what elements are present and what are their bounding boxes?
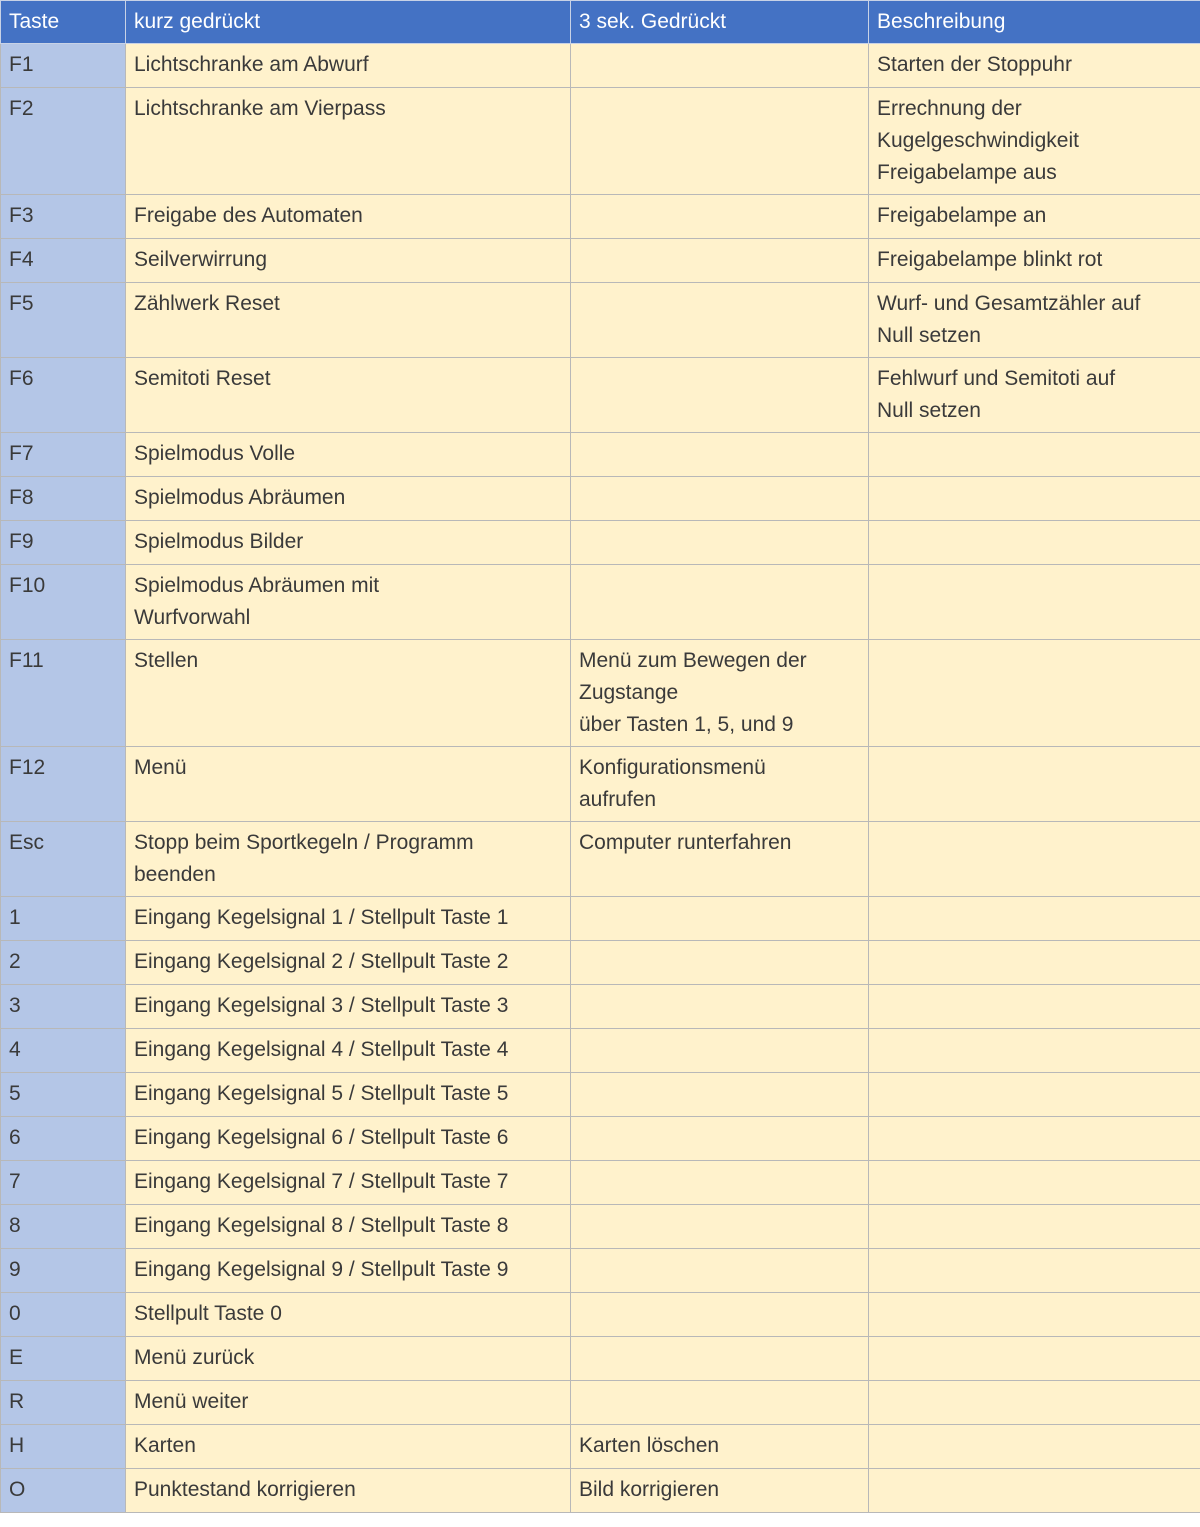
short-press-cell: Spielmodus Volle <box>126 433 571 477</box>
header-key: Taste <box>1 1 126 44</box>
table-row <box>1 985 1200 1029</box>
description-cell: Freigabelampe an <box>869 195 1200 239</box>
key-cell: F5 <box>1 283 126 358</box>
description-cell <box>869 1469 1200 1513</box>
short-press-cell: Spielmodus Abräumen mit Wurfvorwahl <box>126 565 571 640</box>
table-row <box>1 1205 1200 1249</box>
short-press-cell: Stellpult Taste 0 <box>126 1293 571 1337</box>
table-row <box>1 477 1200 521</box>
table-row <box>1 1161 1200 1205</box>
short-press-cell: Eingang Kegelsignal 1 / Stellpult Taste 1 <box>126 897 571 941</box>
long-press-cell <box>571 985 869 1029</box>
short-press-cell: Menü zurück <box>126 1337 571 1381</box>
table-row <box>1 565 1200 640</box>
description-cell <box>869 640 1200 747</box>
short-press-cell: Eingang Kegelsignal 2 / Stellpult Taste 2 <box>126 941 571 985</box>
table-row <box>1 941 1200 985</box>
long-press-cell <box>571 283 869 358</box>
key-cell: 0 <box>1 1293 126 1337</box>
short-press-cell: Lichtschranke am Vierpass <box>126 88 571 195</box>
table-body <box>1 44 1200 1513</box>
table-row <box>1 1249 1200 1293</box>
long-press-cell <box>571 1337 869 1381</box>
table-row <box>1 640 1200 747</box>
description-cell <box>869 477 1200 521</box>
table-row <box>1 358 1200 433</box>
short-press-cell: Eingang Kegelsignal 9 / Stellpult Taste 9 <box>126 1249 571 1293</box>
long-press-cell <box>571 1117 869 1161</box>
description-cell <box>869 985 1200 1029</box>
table-row <box>1 239 1200 283</box>
description-cell <box>869 1425 1200 1469</box>
description-cell <box>869 747 1200 822</box>
table-row <box>1 521 1200 565</box>
key-cell: 3 <box>1 985 126 1029</box>
description-cell <box>869 941 1200 985</box>
long-press-cell: Menü zum Bewegen der Zugstange über Tasten 1, 5, und 9 <box>571 640 869 747</box>
table-row <box>1 747 1200 822</box>
key-cell: F3 <box>1 195 126 239</box>
key-cell: F10 <box>1 565 126 640</box>
table-row <box>1 1293 1200 1337</box>
description-cell: Errechnung der Kugelgeschwindigkeit Freigabelampe aus <box>869 88 1200 195</box>
short-press-cell: Punktestand korrigieren <box>126 1469 571 1513</box>
long-press-cell <box>571 195 869 239</box>
long-press-cell: Karten löschen <box>571 1425 869 1469</box>
long-press-cell <box>571 941 869 985</box>
table-row <box>1 897 1200 941</box>
key-cell: F12 <box>1 747 126 822</box>
key-cell: H <box>1 1425 126 1469</box>
description-cell <box>869 897 1200 941</box>
description-cell: Fehlwurf und Semitoti auf Null setzen <box>869 358 1200 433</box>
table-row <box>1 283 1200 358</box>
long-press-cell <box>571 1205 869 1249</box>
long-press-cell <box>571 88 869 195</box>
table-row <box>1 1469 1200 1513</box>
table-row <box>1 1337 1200 1381</box>
description-cell: Wurf- und Gesamtzähler auf Null setzen <box>869 283 1200 358</box>
long-press-cell <box>571 1073 869 1117</box>
description-cell: Freigabelampe blinkt rot <box>869 239 1200 283</box>
short-press-cell: Lichtschranke am Abwurf <box>126 44 571 88</box>
key-cell: 4 <box>1 1029 126 1073</box>
table-row <box>1 44 1200 88</box>
header-long-press: 3 sek. Gedrückt <box>571 1 869 44</box>
long-press-cell <box>571 1381 869 1425</box>
table-row <box>1 433 1200 477</box>
long-press-cell <box>571 1161 869 1205</box>
short-press-cell: Eingang Kegelsignal 5 / Stellpult Taste 5 <box>126 1073 571 1117</box>
key-cell: 1 <box>1 897 126 941</box>
short-press-cell: Eingang Kegelsignal 7 / Stellpult Taste 7 <box>126 1161 571 1205</box>
description-cell <box>869 521 1200 565</box>
table-row <box>1 195 1200 239</box>
table-header <box>1 1 1200 44</box>
long-press-cell: Konfigurationsmenü aufrufen <box>571 747 869 822</box>
short-press-cell: Eingang Kegelsignal 3 / Stellpult Taste 3 <box>126 985 571 1029</box>
description-cell <box>869 1249 1200 1293</box>
header-short-press: kurz gedrückt <box>126 1 571 44</box>
key-cell: R <box>1 1381 126 1425</box>
long-press-cell <box>571 477 869 521</box>
short-press-cell: Seilverwirrung <box>126 239 571 283</box>
short-press-cell: Semitoti Reset <box>126 358 571 433</box>
key-cell: 5 <box>1 1073 126 1117</box>
description-cell <box>869 1293 1200 1337</box>
short-press-cell: Freigabe des Automaten <box>126 195 571 239</box>
long-press-cell <box>571 897 869 941</box>
long-press-cell: Bild korrigieren <box>571 1469 869 1513</box>
key-cell: Esc <box>1 822 126 897</box>
short-press-cell: Stellen <box>126 640 571 747</box>
short-press-cell: Karten <box>126 1425 571 1469</box>
long-press-cell: Computer runterfahren <box>571 822 869 897</box>
description-cell <box>869 1205 1200 1249</box>
short-press-cell: Stopp beim Sportkegeln / Programm beenden <box>126 822 571 897</box>
key-cell: 7 <box>1 1161 126 1205</box>
description-cell: Starten der Stoppuhr <box>869 44 1200 88</box>
key-cell: 2 <box>1 941 126 985</box>
key-cell: F8 <box>1 477 126 521</box>
long-press-cell <box>571 1293 869 1337</box>
key-cell: F2 <box>1 88 126 195</box>
header-description: Beschreibung <box>869 1 1200 44</box>
short-press-cell: Menü weiter <box>126 1381 571 1425</box>
key-cell: F1 <box>1 44 126 88</box>
short-press-cell: Spielmodus Bilder <box>126 521 571 565</box>
description-cell <box>869 565 1200 640</box>
key-cell: O <box>1 1469 126 1513</box>
description-cell <box>869 1073 1200 1117</box>
long-press-cell <box>571 239 869 283</box>
key-cell: F9 <box>1 521 126 565</box>
table-row <box>1 88 1200 195</box>
long-press-cell <box>571 433 869 477</box>
short-press-cell: Eingang Kegelsignal 6 / Stellpult Taste 6 <box>126 1117 571 1161</box>
table-row <box>1 822 1200 897</box>
table-row <box>1 1117 1200 1161</box>
header-row <box>1 1 1200 44</box>
key-cell: 6 <box>1 1117 126 1161</box>
table-row <box>1 1073 1200 1117</box>
key-cell: 9 <box>1 1249 126 1293</box>
description-cell <box>869 1029 1200 1073</box>
description-cell <box>869 1337 1200 1381</box>
table-row <box>1 1381 1200 1425</box>
key-cell: F4 <box>1 239 126 283</box>
table-row <box>1 1425 1200 1469</box>
key-cell: F11 <box>1 640 126 747</box>
description-cell <box>869 1381 1200 1425</box>
short-press-cell: Menü <box>126 747 571 822</box>
key-cell: E <box>1 1337 126 1381</box>
long-press-cell <box>571 358 869 433</box>
long-press-cell <box>571 1249 869 1293</box>
long-press-cell <box>571 565 869 640</box>
short-press-cell: Eingang Kegelsignal 8 / Stellpult Taste 8 <box>126 1205 571 1249</box>
short-press-cell: Spielmodus Abräumen <box>126 477 571 521</box>
long-press-cell <box>571 1029 869 1073</box>
description-cell <box>869 433 1200 477</box>
key-cell: F7 <box>1 433 126 477</box>
description-cell <box>869 1161 1200 1205</box>
key-cell: 8 <box>1 1205 126 1249</box>
short-press-cell: Zählwerk Reset <box>126 283 571 358</box>
table-row <box>1 1029 1200 1073</box>
long-press-cell <box>571 521 869 565</box>
long-press-cell <box>571 44 869 88</box>
description-cell <box>869 822 1200 897</box>
key-cell: F6 <box>1 358 126 433</box>
description-cell <box>869 1117 1200 1161</box>
short-press-cell: Eingang Kegelsignal 4 / Stellpult Taste 4 <box>126 1029 571 1073</box>
